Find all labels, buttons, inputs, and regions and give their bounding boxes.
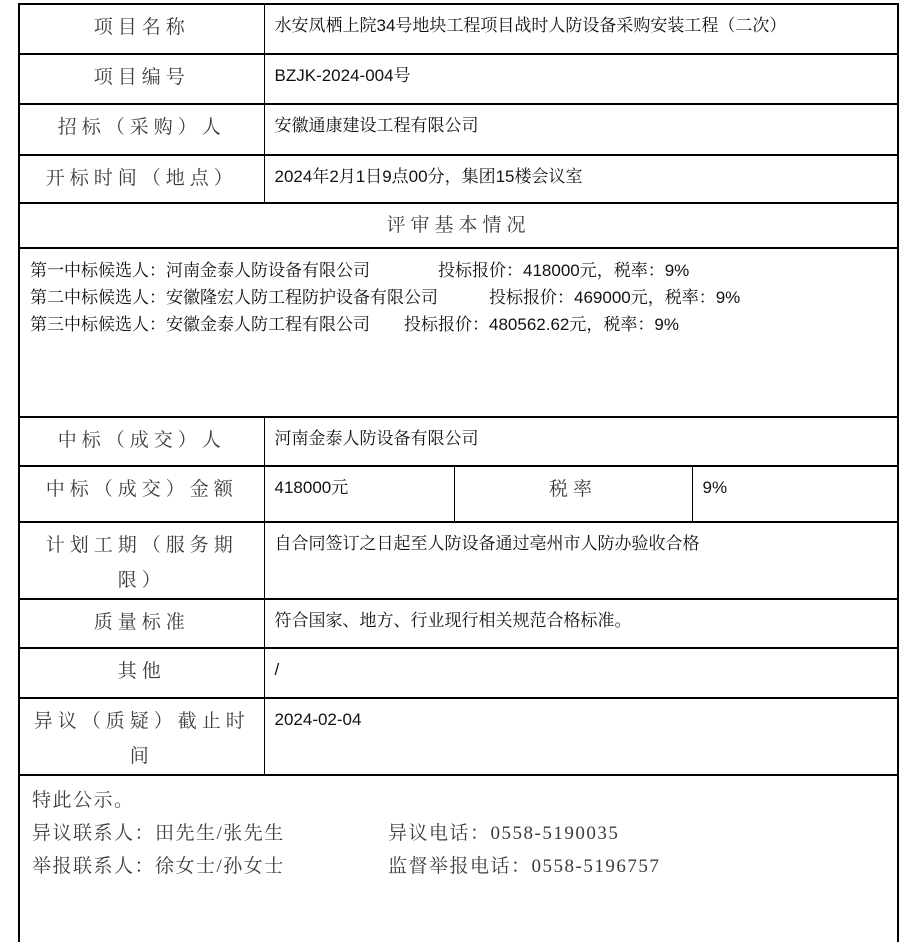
row-project-name (19, 4, 898, 54)
objection-phone: 异议电话：0558-5190035 (388, 823, 620, 844)
award-amount-label: 中标（成交）金额 (19, 466, 264, 522)
report-phone: 监督举报电话：0558-5196757 (388, 856, 661, 877)
bid-opening-label: 开标时间（地点） (19, 155, 264, 203)
planned-period-label: 计划工期（服务期限） (19, 522, 264, 599)
row-planned-period (19, 522, 898, 599)
row-project-number (19, 54, 898, 104)
row-quality-standard (19, 599, 898, 648)
award-amount-value: 418000元 (264, 466, 454, 522)
row-candidates (19, 248, 898, 417)
winner-label: 中标（成交）人 (19, 417, 264, 466)
purchaser-value: 安徽通康建设工程有限公司 (264, 104, 898, 155)
objection-contact: 异议联系人：田先生/张先生 (32, 823, 285, 844)
row-purchaser (19, 104, 898, 155)
report-contact: 举报联系人：徐女士/孙女士 (32, 856, 285, 877)
row-review-header (19, 203, 898, 248)
purchaser-label: 招标（采购）人 (19, 104, 264, 155)
footer-cell (19, 775, 898, 942)
bid-opening-value: 2024年2月1日9点00分，集团15楼会议室 (264, 155, 898, 203)
row-award-amount (19, 466, 898, 522)
other-value: / (264, 648, 898, 698)
winner-value: 河南金泰人防设备有限公司 (264, 417, 898, 466)
candidates-cell (19, 248, 898, 417)
row-winner (19, 417, 898, 466)
objection-deadline-label: 异议（质疑）截止时间 (19, 698, 264, 775)
project-number-value: BZJK-2024-004号 (264, 54, 898, 104)
quality-standard-label: 质量标准 (19, 599, 264, 648)
review-section-header: 评审基本情况 (19, 203, 898, 248)
bid-announcement-table (18, 3, 899, 942)
footer-announcement: 特此公示。 (32, 790, 135, 811)
candidate-line-third: 第三中标候选人：安徽金泰人防工程有限公司 投标报价：480562.62元，税率：9% (30, 315, 679, 334)
tax-rate-label: 税率 (454, 466, 692, 522)
quality-standard-value: 符合国家、地方、行业现行相关规范合格标准。 (264, 599, 898, 648)
footer-report-line (32, 850, 885, 883)
footer-objection-line (32, 817, 885, 850)
candidate-line-first: 第一中标候选人：河南金泰人防设备有限公司 投标报价：418000元，税率：9% (30, 261, 690, 280)
other-label: 其他 (19, 648, 264, 698)
tax-rate-value: 9% (692, 466, 898, 522)
row-other (19, 648, 898, 698)
row-bid-opening (19, 155, 898, 203)
project-number-label: 项目编号 (19, 54, 264, 104)
objection-deadline-value: 2024-02-04 (264, 698, 898, 775)
row-objection-deadline (19, 698, 898, 775)
project-name-label: 项目名称 (19, 4, 264, 54)
planned-period-value: 自合同签订之日起至人防设备通过亳州市人防办验收合格 (264, 522, 898, 599)
project-name-value: 水安凤栖上院34号地块工程项目战时人防设备采购安装工程（二次） (264, 4, 898, 54)
candidate-line-second: 第二中标候选人：安徽隆宏人防工程防护设备有限公司 投标报价：469000元，税率：9% (30, 288, 741, 307)
row-footer (19, 775, 898, 942)
